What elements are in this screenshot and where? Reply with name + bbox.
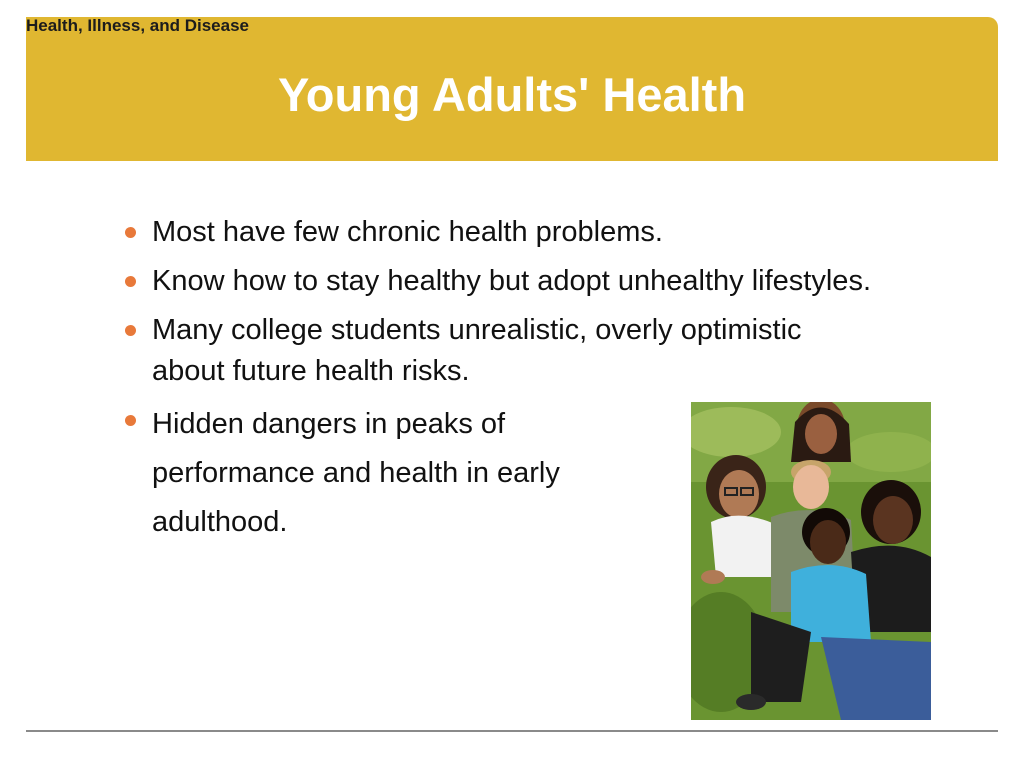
group-photo-image [691, 402, 931, 720]
slide-title: Young Adults' Health [277, 68, 747, 121]
bullet-marker-icon [125, 276, 136, 287]
bullet-item [120, 261, 880, 302]
bullet-text: Many college students unrealistic, overly optimistic about future health risks. [152, 314, 802, 387]
bullet-marker-icon [125, 227, 136, 238]
bullet-marker-icon [125, 325, 136, 336]
bullet-item [120, 310, 880, 392]
bullet-text: Most have few chronic health problems. [152, 216, 663, 248]
bullet-item [120, 212, 880, 253]
bullet-text: Know how to stay healthy but adopt unhealthy lifestyles. [152, 265, 871, 297]
bullet-marker-icon [125, 415, 136, 426]
footer-rule [26, 730, 998, 732]
slide-kicker: Health, Illness, and Disease [26, 16, 249, 35]
bullet-text: Hidden dangers in peaks of performance and health in early adulthood. [152, 408, 560, 538]
